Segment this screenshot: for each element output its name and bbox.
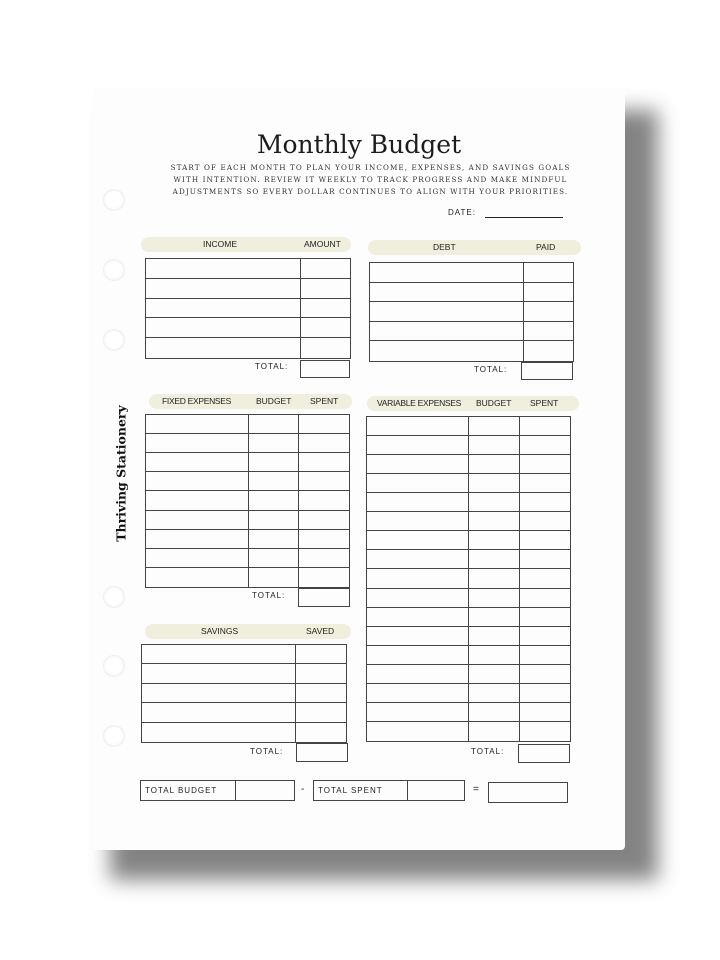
income-header xyxy=(141,237,351,252)
saved-col-label: SAVED xyxy=(306,626,335,636)
table-cell[interactable] xyxy=(146,279,301,299)
table-cell[interactable] xyxy=(146,511,249,530)
table-cell[interactable] xyxy=(301,318,350,338)
table-cell[interactable] xyxy=(469,722,520,741)
table-cell[interactable] xyxy=(299,511,349,530)
table-cell[interactable] xyxy=(142,684,296,703)
table-cell[interactable] xyxy=(520,474,570,493)
table-cell[interactable] xyxy=(367,455,469,474)
table-cell[interactable] xyxy=(367,417,469,436)
minus-sign: - xyxy=(301,784,305,795)
table-cell[interactable] xyxy=(146,259,301,279)
income-table[interactable] xyxy=(145,258,351,359)
table-cell[interactable] xyxy=(301,259,350,279)
table-cell[interactable] xyxy=(299,472,349,491)
table-cell[interactable] xyxy=(469,589,520,608)
table-cell[interactable] xyxy=(146,338,301,358)
table-cell[interactable] xyxy=(520,531,570,550)
table-cell[interactable] xyxy=(469,569,520,588)
table-cell[interactable] xyxy=(469,684,520,703)
table-cell[interactable] xyxy=(296,723,346,742)
variable-expenses-header xyxy=(367,396,579,411)
total-spent-label: TOTAL SPENT xyxy=(314,781,408,800)
variable-total-field[interactable] xyxy=(518,744,570,763)
table-cell[interactable] xyxy=(249,568,299,587)
savings-col-label: SAVINGS xyxy=(201,626,239,636)
table-cell[interactable] xyxy=(299,491,349,510)
total-budget-field[interactable] xyxy=(140,780,295,801)
table-cell[interactable] xyxy=(469,608,520,627)
income-col-label: INCOME xyxy=(203,239,237,249)
table-cell[interactable] xyxy=(469,417,520,436)
debt-col-label: DEBT xyxy=(433,242,456,252)
table-cell[interactable] xyxy=(520,608,570,627)
table-cell[interactable] xyxy=(520,684,570,703)
table-cell[interactable] xyxy=(249,415,299,434)
table-cell[interactable] xyxy=(469,703,520,722)
page-title: Monthly Budget xyxy=(256,130,462,159)
table-cell[interactable] xyxy=(367,608,469,627)
table-cell[interactable] xyxy=(367,627,469,646)
table-cell[interactable] xyxy=(520,417,570,436)
table-cell[interactable] xyxy=(146,415,249,434)
table-cell[interactable] xyxy=(367,589,469,608)
debt-header xyxy=(368,240,581,255)
table-cell[interactable] xyxy=(370,341,524,361)
date-field[interactable] xyxy=(485,217,563,218)
table-cell[interactable] xyxy=(469,627,520,646)
table-cell[interactable] xyxy=(367,550,469,569)
table-cell[interactable] xyxy=(469,455,520,474)
equals-sign: = xyxy=(473,784,479,795)
table-cell[interactable] xyxy=(520,627,570,646)
table-cell[interactable] xyxy=(469,512,520,531)
table-cell[interactable] xyxy=(299,434,349,453)
table-cell[interactable] xyxy=(367,569,469,588)
table-cell[interactable] xyxy=(146,530,249,549)
table-cell[interactable] xyxy=(469,531,520,550)
savings-table[interactable] xyxy=(141,644,347,743)
savings-total-label: TOTAL: xyxy=(250,747,284,756)
table-cell[interactable] xyxy=(370,302,524,322)
punch-hole xyxy=(103,655,125,677)
table-cell[interactable] xyxy=(469,436,520,455)
table-cell[interactable] xyxy=(370,322,524,342)
table-cell[interactable] xyxy=(520,512,570,531)
table-cell[interactable] xyxy=(146,299,301,319)
table-cell[interactable] xyxy=(146,491,249,510)
punch-hole xyxy=(103,259,125,281)
table-cell[interactable] xyxy=(520,646,570,665)
table-cell[interactable] xyxy=(367,684,469,703)
fixed-expenses-col-label: FIXED EXPENSES xyxy=(162,396,232,406)
table-cell[interactable] xyxy=(367,436,469,455)
debt-total-field[interactable] xyxy=(521,362,573,380)
table-cell[interactable] xyxy=(249,434,299,453)
table-cell[interactable] xyxy=(469,646,520,665)
table-cell[interactable] xyxy=(142,703,296,722)
total-spent-field[interactable] xyxy=(313,780,465,801)
table-cell[interactable] xyxy=(520,569,570,588)
table-cell[interactable] xyxy=(520,455,570,474)
table-cell[interactable] xyxy=(299,415,349,434)
table-cell[interactable] xyxy=(249,491,299,510)
table-cell[interactable] xyxy=(301,279,350,299)
total-budget-label: TOTAL BUDGET xyxy=(141,781,236,800)
table-cell[interactable] xyxy=(367,474,469,493)
table-cell[interactable] xyxy=(367,722,469,741)
table-cell[interactable] xyxy=(142,645,296,664)
table-cell[interactable] xyxy=(296,703,346,722)
savings-header xyxy=(145,624,351,639)
table-cell[interactable] xyxy=(146,434,249,453)
paid-col-label: PAID xyxy=(536,242,556,252)
table-cell[interactable] xyxy=(524,322,573,342)
variable-expenses-table[interactable] xyxy=(366,416,571,742)
intro-text: START OF EACH MONTH TO PLAN YOUR INCOME, EXPENSES, AND SAVINGS GOALS WITH INTENTION. REVIEW IT WEEKLY TO TRACK PROGRESS AND MAKE MINDFUL ADJUSTMENTS SO EVERY DOLLAR CONTINUES TO ALIGN WITH YOUR PRIORITIES. xyxy=(170,163,571,196)
table-cell[interactable] xyxy=(520,550,570,569)
table-cell[interactable] xyxy=(296,664,346,683)
table-cell[interactable] xyxy=(370,283,524,303)
table-cell[interactable] xyxy=(146,472,249,491)
punch-hole xyxy=(103,189,125,211)
result-field[interactable] xyxy=(488,782,568,803)
debt-table[interactable] xyxy=(369,262,574,362)
table-cell[interactable] xyxy=(370,263,524,283)
table-cell[interactable] xyxy=(301,338,350,358)
fixed-budget-col-label: BUDGET xyxy=(256,396,292,406)
table-cell[interactable] xyxy=(249,453,299,472)
table-cell[interactable] xyxy=(367,493,469,512)
table-cell[interactable] xyxy=(520,589,570,608)
fixed-total-label: TOTAL: xyxy=(252,591,286,600)
table-cell[interactable] xyxy=(520,436,570,455)
debt-total-label: TOTAL: xyxy=(474,365,508,374)
income-total-label: TOTAL: xyxy=(255,362,289,371)
table-cell[interactable] xyxy=(299,568,349,587)
punch-hole xyxy=(103,725,125,747)
budget-page xyxy=(93,88,625,850)
table-cell[interactable] xyxy=(469,665,520,684)
table-cell[interactable] xyxy=(249,530,299,549)
table-cell[interactable] xyxy=(142,723,296,742)
table-cell[interactable] xyxy=(142,664,296,683)
table-cell[interactable] xyxy=(520,703,570,722)
table-cell[interactable] xyxy=(520,665,570,684)
table-cell[interactable] xyxy=(367,703,469,722)
table-cell[interactable] xyxy=(299,530,349,549)
table-cell[interactable] xyxy=(469,474,520,493)
table-cell[interactable] xyxy=(146,568,249,587)
table-cell[interactable] xyxy=(146,549,249,568)
table-cell[interactable] xyxy=(146,453,249,472)
table-cell[interactable] xyxy=(524,263,573,283)
table-cell[interactable] xyxy=(367,665,469,684)
variable-spent-col-label: SPENT xyxy=(530,398,559,408)
fixed-expenses-header xyxy=(149,394,352,409)
fixed-expenses-table[interactable] xyxy=(145,414,350,588)
table-cell[interactable] xyxy=(469,493,520,512)
table-cell[interactable] xyxy=(367,646,469,665)
table-cell[interactable] xyxy=(367,512,469,531)
table-cell[interactable] xyxy=(520,722,570,741)
punch-hole xyxy=(103,329,125,351)
table-cell[interactable] xyxy=(524,302,573,322)
table-cell[interactable] xyxy=(469,550,520,569)
punch-hole xyxy=(103,586,125,608)
table-cell[interactable] xyxy=(249,549,299,568)
table-cell[interactable] xyxy=(301,299,350,319)
table-cell[interactable] xyxy=(296,645,346,664)
table-cell[interactable] xyxy=(249,511,299,530)
amount-col-label: AMOUNT xyxy=(304,239,341,249)
income-total-field[interactable] xyxy=(300,360,350,378)
table-cell[interactable] xyxy=(146,318,301,338)
table-cell[interactable] xyxy=(299,549,349,568)
table-cell[interactable] xyxy=(299,453,349,472)
table-cell[interactable] xyxy=(520,493,570,512)
fixed-total-field[interactable] xyxy=(298,588,350,607)
table-cell[interactable] xyxy=(524,283,573,303)
variable-budget-col-label: BUDGET xyxy=(476,398,512,408)
savings-total-field[interactable] xyxy=(296,743,348,762)
table-cell[interactable] xyxy=(296,684,346,703)
variable-total-label: TOTAL: xyxy=(471,747,505,756)
table-cell[interactable] xyxy=(367,531,469,550)
brand-name: Thriving Stationery xyxy=(113,405,129,542)
fixed-spent-col-label: SPENT xyxy=(310,396,339,406)
date-label: DATE: xyxy=(448,208,476,217)
variable-expenses-col-label: VARIABLE EXPENSES xyxy=(377,398,462,408)
table-cell[interactable] xyxy=(249,472,299,491)
table-cell[interactable] xyxy=(524,341,573,361)
